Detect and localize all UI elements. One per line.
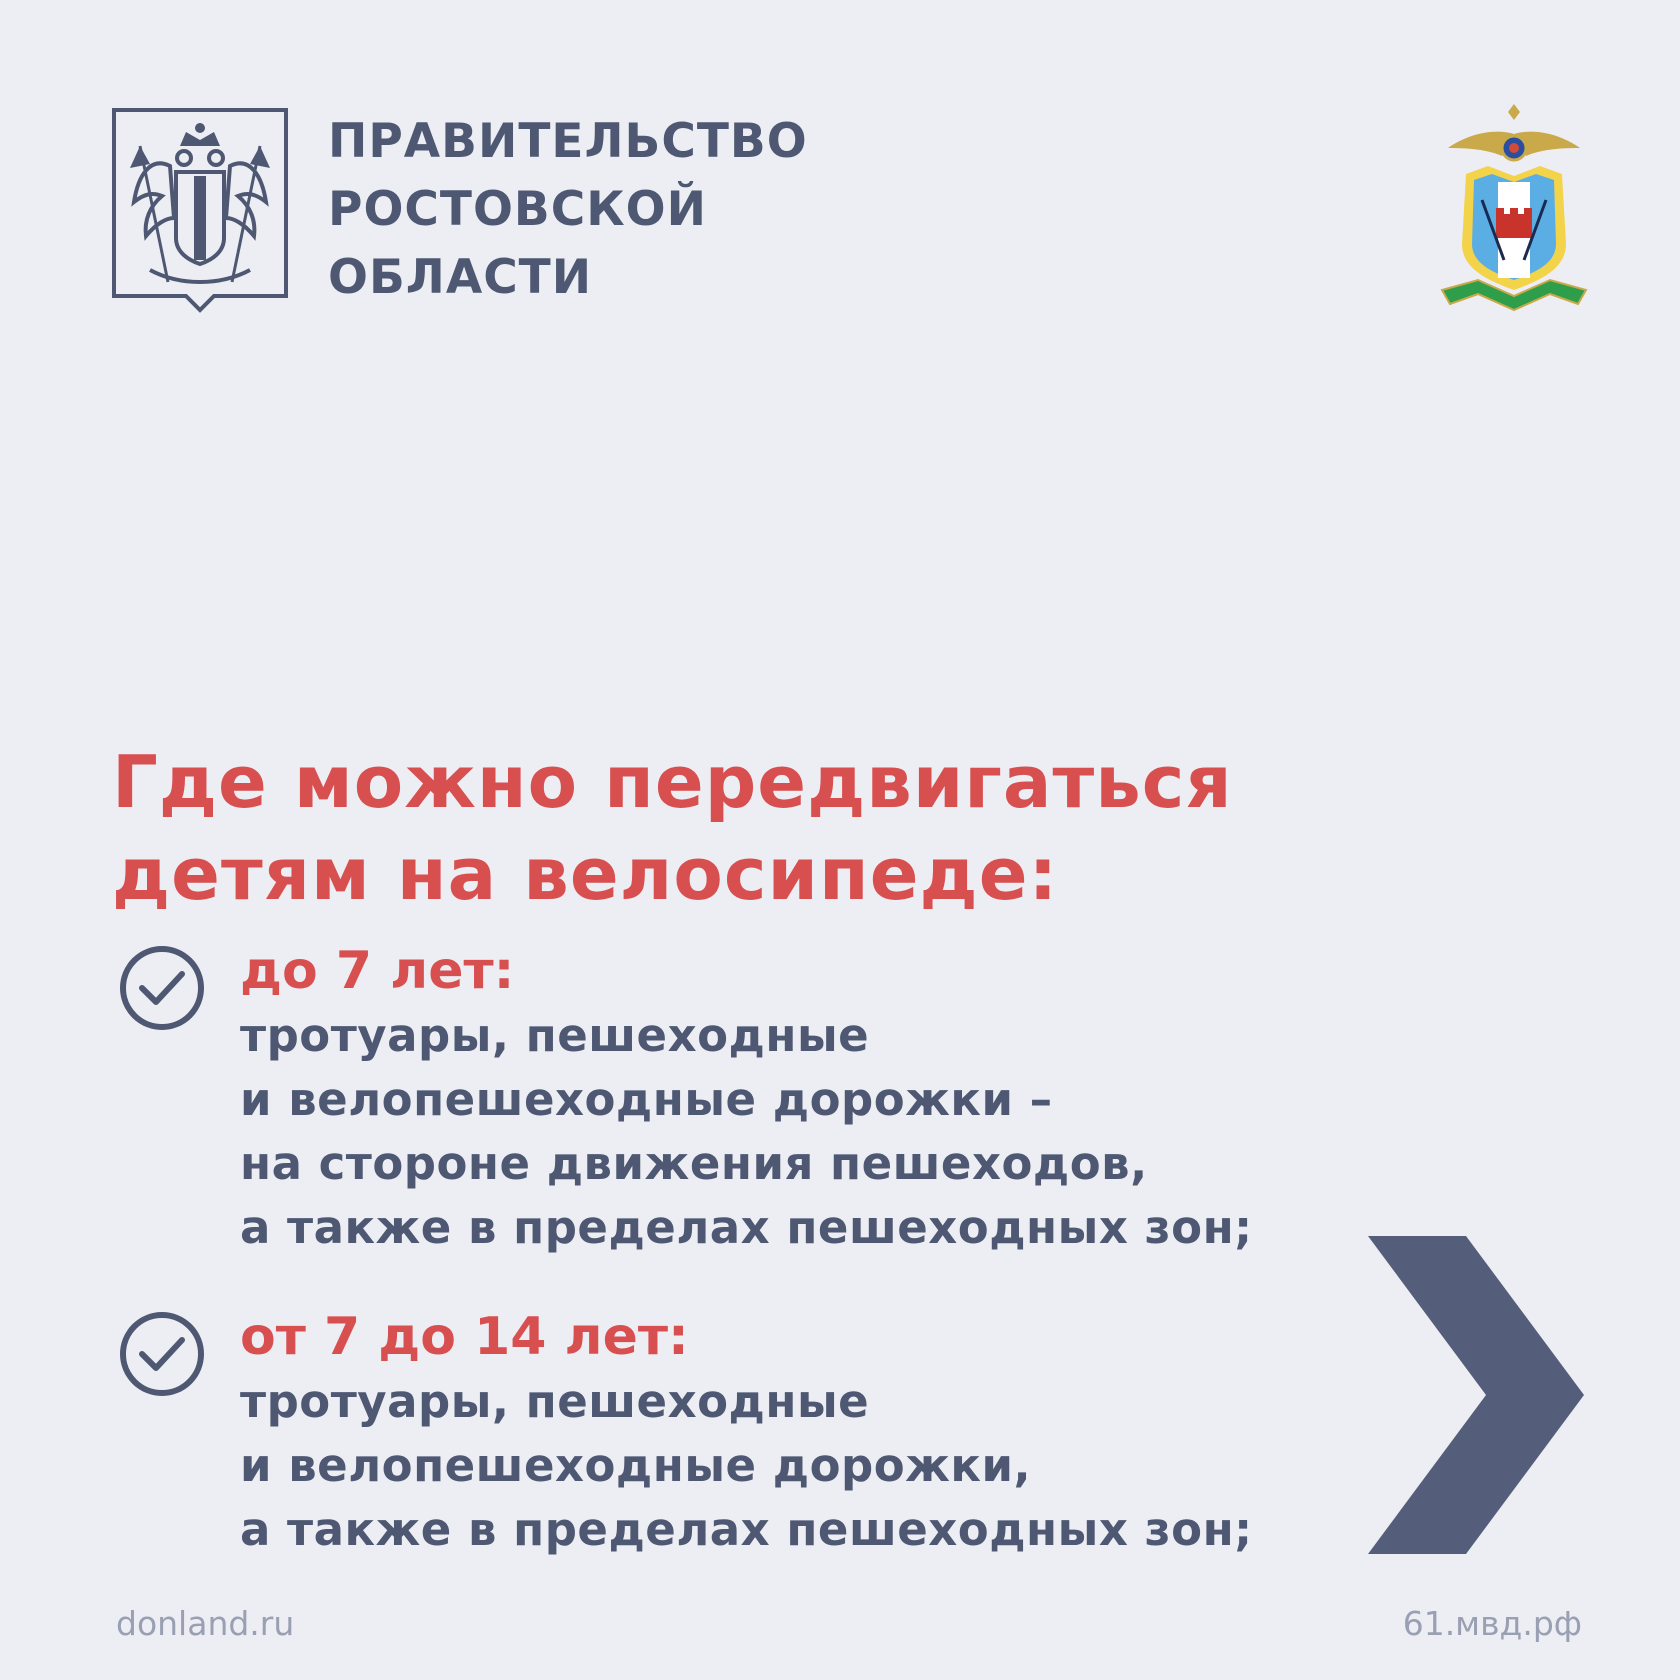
item-line: тротуары, пешеходные <box>240 1375 870 1428</box>
organization-name <box>328 108 808 312</box>
item-age-label: до 7 лет: <box>240 941 515 1001</box>
check-circle-icon <box>118 944 206 1032</box>
org-name-line-3: ОБЛАСТИ <box>328 250 593 305</box>
headline <box>112 736 1233 920</box>
check-circle-icon <box>118 1310 206 1398</box>
headline-line-1: Где можно передвигаться <box>112 740 1233 824</box>
item-age-label: от 7 до 14 лет: <box>240 1307 689 1367</box>
item-line: на стороне движения пешеходов, <box>240 1137 1148 1190</box>
chevron-right-icon[interactable] <box>1368 1236 1584 1554</box>
item-text <box>240 1304 1253 1562</box>
footer-site-donland[interactable]: donland.ru <box>116 1604 295 1643</box>
item-line: а также в пределах пешеходных зон; <box>240 1503 1253 1556</box>
org-name-line-2: РОСТОВСКОЙ <box>328 182 707 237</box>
rostov-coat-of-arms <box>110 106 290 318</box>
item-text <box>240 938 1253 1260</box>
footer-site-mvd[interactable]: 61.мвд.рф <box>1402 1604 1582 1643</box>
item-line: тротуары, пешеходные <box>240 1009 870 1062</box>
item-line: и велопешеходные дорожки – <box>240 1073 1053 1126</box>
mvd-emblem <box>1438 104 1590 314</box>
org-name-line-1: ПРАВИТЕЛЬСТВО <box>328 114 808 169</box>
item-line: и велопешеходные дорожки, <box>240 1439 1032 1492</box>
item-line: а также в пределах пешеходных зон; <box>240 1201 1253 1254</box>
headline-line-2: детям на велосипеде: <box>112 832 1059 916</box>
